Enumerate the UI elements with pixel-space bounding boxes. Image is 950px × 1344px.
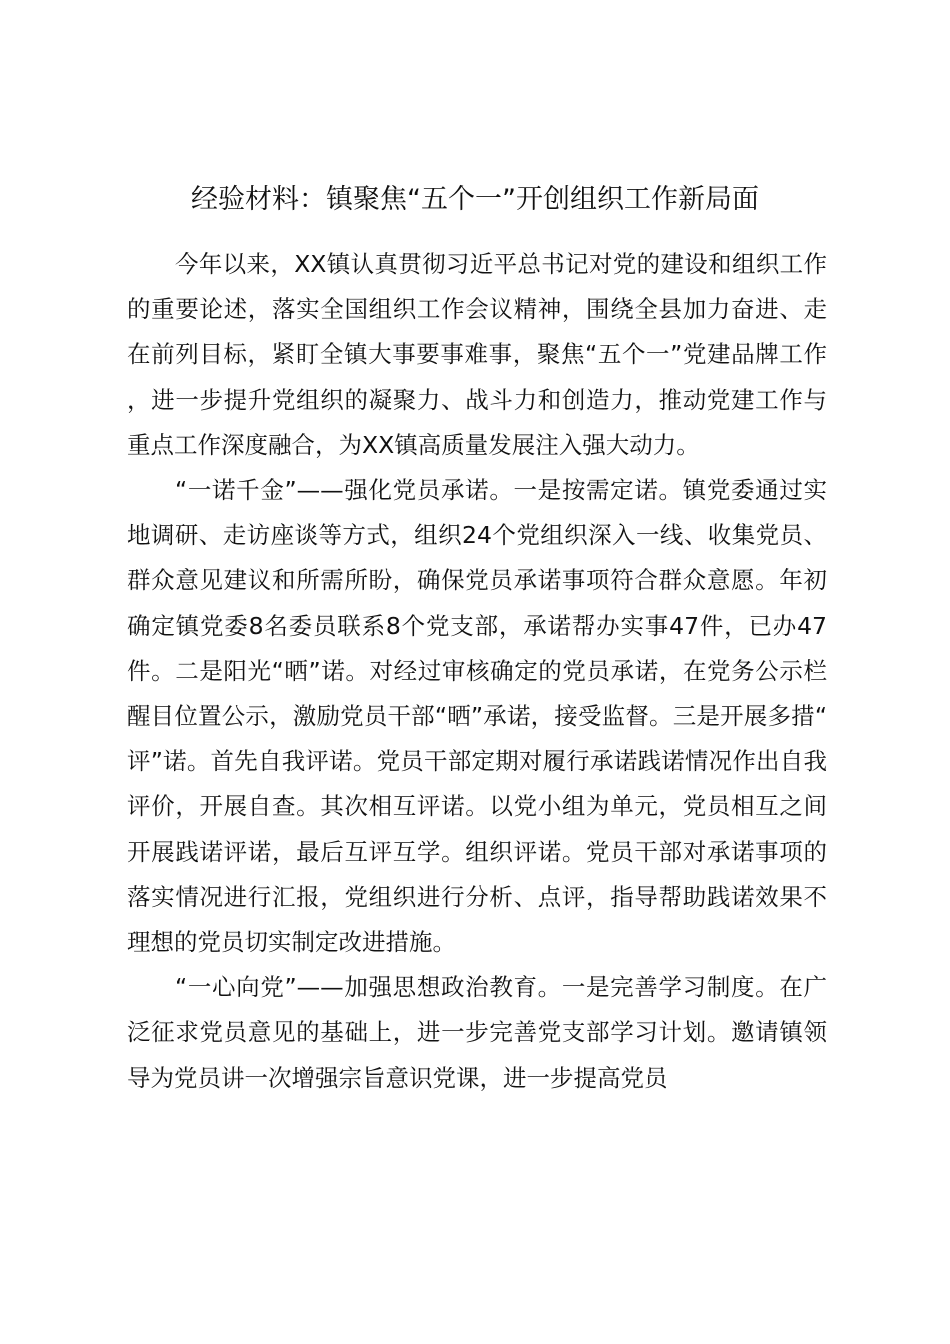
document-body [127,242,827,1101]
paragraph-intro: 今年以来，XX镇认真贯彻习近平总书记对党的建设和组织工作的重要论述，落实全国组织工作会议精神，围绕全县加力奋进、走在前列目标，紧盯全镇大事要事难事，聚焦“五个一”党建品牌工作，进一步提升党组织的凝聚力、战斗力和创造力，推动党建工作与重点工作深度融合，为XX镇高质量发展注入强大动力。 [127,250,827,459]
paragraph-promise: “一诺千金”——强化党员承诺。一是按需定诺。镇党委通过实地调研、走访座谈等方式，组织24个党组织深入一线、收集党员、群众意见建议和所需所盼，确保党员承诺事项符合群众意愿。年初确定镇党委8名委员联系8个党支部，承诺帮办实事47件，已办47件。二是阳光“晒”诺。对经过审核确定的党员承诺，在党务公示栏醒目位置公示，激励党员干部“晒”承诺，接受监督。三是开展多措“评”诺。首先自我评诺。党员干部定期对履行承诺践诺情况作出自我评价，开展自查。其次相互评诺。以党小组为单元，党员相互之间开展践诺评诺，最后互评互学。组织评诺。党员干部对承诺事项的落实情况进行汇报，党组织进行分析、点评，指导帮助践诺效果不理想的党员切实制定改进措施。 [127,476,827,957]
paragraph-education: “一心向党”——加强思想政治教育。一是完善学习制度。在广泛征求党员意见的基础上，进一步完善党支部学习计划。邀请镇领导为党员讲一次增强宗旨意识党课，进一步提高党员 [127,973,827,1092]
document-title: 经验材料：镇聚焦“五个一”开创组织工作新局面 [191,184,759,215]
